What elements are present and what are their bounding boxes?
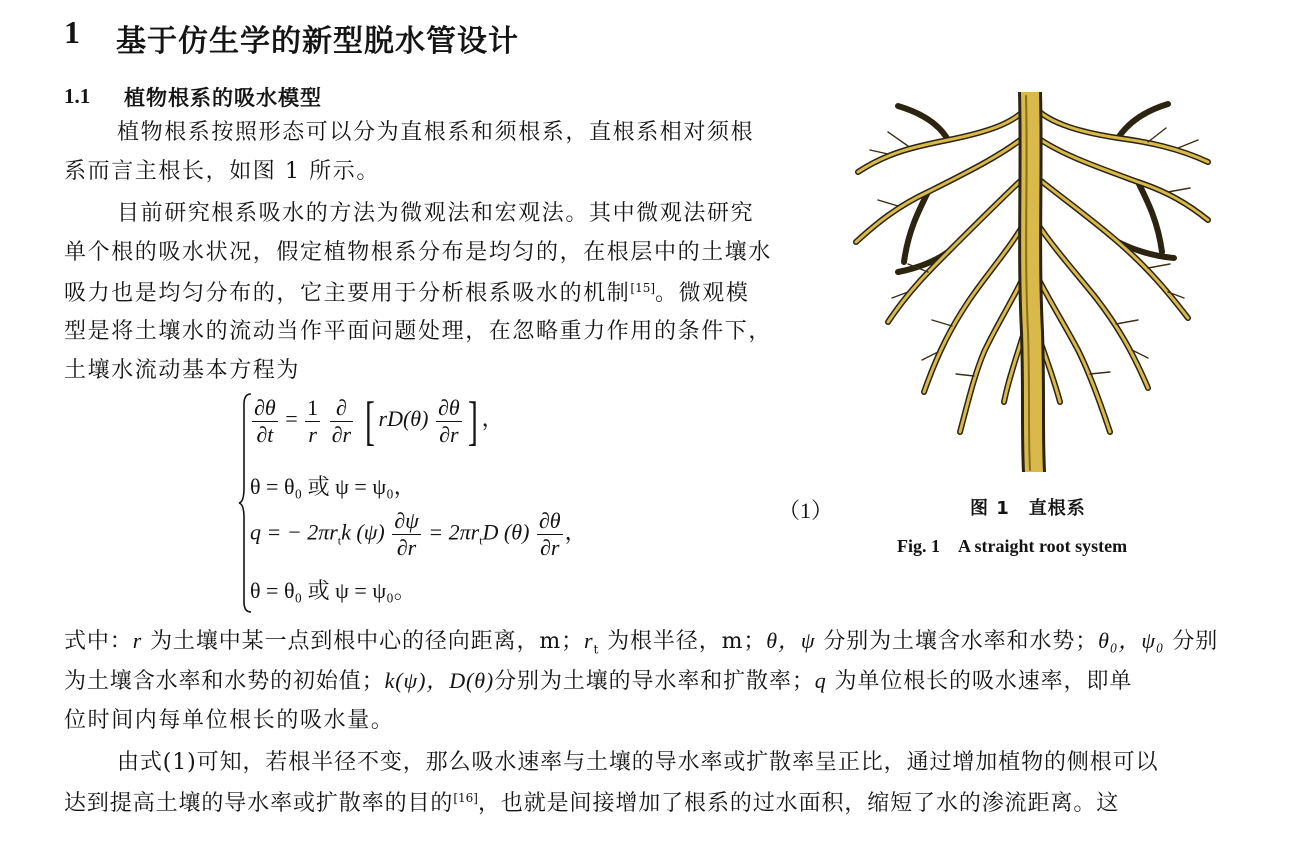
paragraph-line: 系而言主根长，如图 1 所示。 [64, 159, 380, 184]
fraction [330, 395, 353, 448]
denominator: ∂r [439, 421, 459, 447]
text-span: 为根半径，m； [599, 629, 767, 654]
fraction [305, 395, 320, 448]
fraction [392, 508, 421, 561]
symbol-q: q [814, 668, 827, 693]
paragraph-line [64, 282, 749, 305]
text-span: ，也就是间接增加了根系的过水面积，缩短了水的渗流距离。这 [477, 791, 1120, 816]
numerator: ∂ψ [394, 508, 419, 533]
text-span: 分别 [1164, 629, 1219, 654]
figure-caption-english: Fig. 1 A straight root system [897, 536, 1128, 556]
paragraph-line: 土壤水流动基本方程为 [64, 358, 301, 383]
term: = 2πr [428, 519, 480, 545]
numerator: ∂ [330, 395, 353, 422]
paragraph-line [64, 792, 1119, 815]
equation-row-1 [250, 391, 504, 451]
numerator: 1 [307, 394, 319, 420]
equation-row-4: θ = θ₀ 或 ψ = ψ₀。 [250, 578, 416, 603]
punctuation: ， [564, 519, 587, 545]
denominator: ∂t [256, 421, 274, 447]
equals-sign: = [285, 406, 298, 432]
term: D (θ) [482, 519, 530, 545]
taproot-fill [1030, 92, 1034, 472]
text-span: 分别为土壤含水率和水势； [815, 629, 1099, 654]
symbol-theta0-psi0: θ₀，ψ₀ [1098, 628, 1165, 653]
paragraph-line: 型是将土壤水的流动当作平面问题处理，在忽略重力作用的条件下， [64, 319, 773, 344]
inner-term: rD(θ) [378, 406, 429, 432]
subsection-number: 1.1 [64, 84, 91, 108]
denominator: ∂r [540, 535, 560, 560]
citation-ref: [16] [453, 791, 478, 805]
denominator: ∂r [331, 421, 352, 447]
symbol-r: r [132, 628, 143, 653]
numerator: ∂θ [538, 508, 561, 533]
text-span: 。微观模 [655, 281, 750, 306]
equation-row-3 [250, 508, 587, 561]
section-number: 1 [64, 14, 80, 50]
text-span: 吸力也是均匀分布的，它主要用于分析根系吸水的机制 [64, 281, 631, 306]
text-span: 为土壤中某一点到根中心的径向距离，m； [142, 629, 585, 654]
term: q = − 2πr [250, 519, 338, 545]
paragraph-line: 植物根系按照形态可以分为直根系和须根系，直根系相对须根 [117, 120, 755, 145]
text-span: 分别为土壤的导水率和扩散率； [494, 669, 815, 694]
fraction [537, 508, 563, 561]
paragraph-line: 目前研究根系吸水的方法为微观法和宏观法。其中微观法研究 [117, 201, 755, 226]
equation-system [238, 392, 668, 614]
subscript: t [337, 533, 342, 548]
denominator: r [308, 421, 317, 447]
denominator: ∂r [396, 535, 417, 560]
numerator: ∂θ [437, 394, 460, 420]
symbol-theta-psi: θ，ψ [766, 628, 816, 653]
subscript: t [593, 642, 600, 657]
text-span: 为土壤含水率和水势的初始值； [64, 669, 385, 694]
left-bracket: [ [364, 391, 375, 451]
equation-row-2: θ = θ₀ 或 ψ = ψ₀， [250, 474, 416, 499]
term: k (ψ) [341, 519, 385, 545]
subsection-title: 植物根系的吸水模型 [124, 86, 322, 110]
symbol-rt: r [584, 628, 594, 653]
paragraph-line [64, 630, 1218, 655]
fraction [436, 395, 462, 448]
numerator: ∂θ [254, 394, 276, 420]
right-bracket: ] [467, 391, 478, 451]
text-span: 达到提高土壤的导水率或扩散率的目的 [64, 791, 454, 816]
fraction [252, 395, 278, 448]
symbol-k-d: k(ψ)，D(θ) [384, 668, 495, 693]
text-span: 为单位根长的吸水速率，即单 [826, 669, 1133, 694]
figure-caption-chinese: 图 1 直根系 [970, 498, 1086, 519]
paragraph-line: 单个根的吸水状况，假定植物根系分布是均匀的，在根层中的土壤水 [64, 240, 773, 265]
root-system-figure [848, 92, 1212, 472]
paragraph-line: 由式(1)可知，若根半径不变，那么吸水速率与土壤的导水率或扩散率呈正比，通过增加植物的侧根可以 [117, 750, 1159, 775]
paragraph-line [64, 670, 1132, 693]
text-span: 式中： [64, 629, 133, 654]
equation-number: （1） [778, 498, 834, 523]
citation-ref: [15] [630, 281, 656, 295]
subscript: t [479, 533, 483, 548]
paragraph-line: 位时间内每单位根长的吸水量。 [64, 708, 395, 733]
punctuation: ， [481, 406, 504, 432]
section-title: 基于仿生学的新型脱水管设计 [116, 24, 519, 59]
